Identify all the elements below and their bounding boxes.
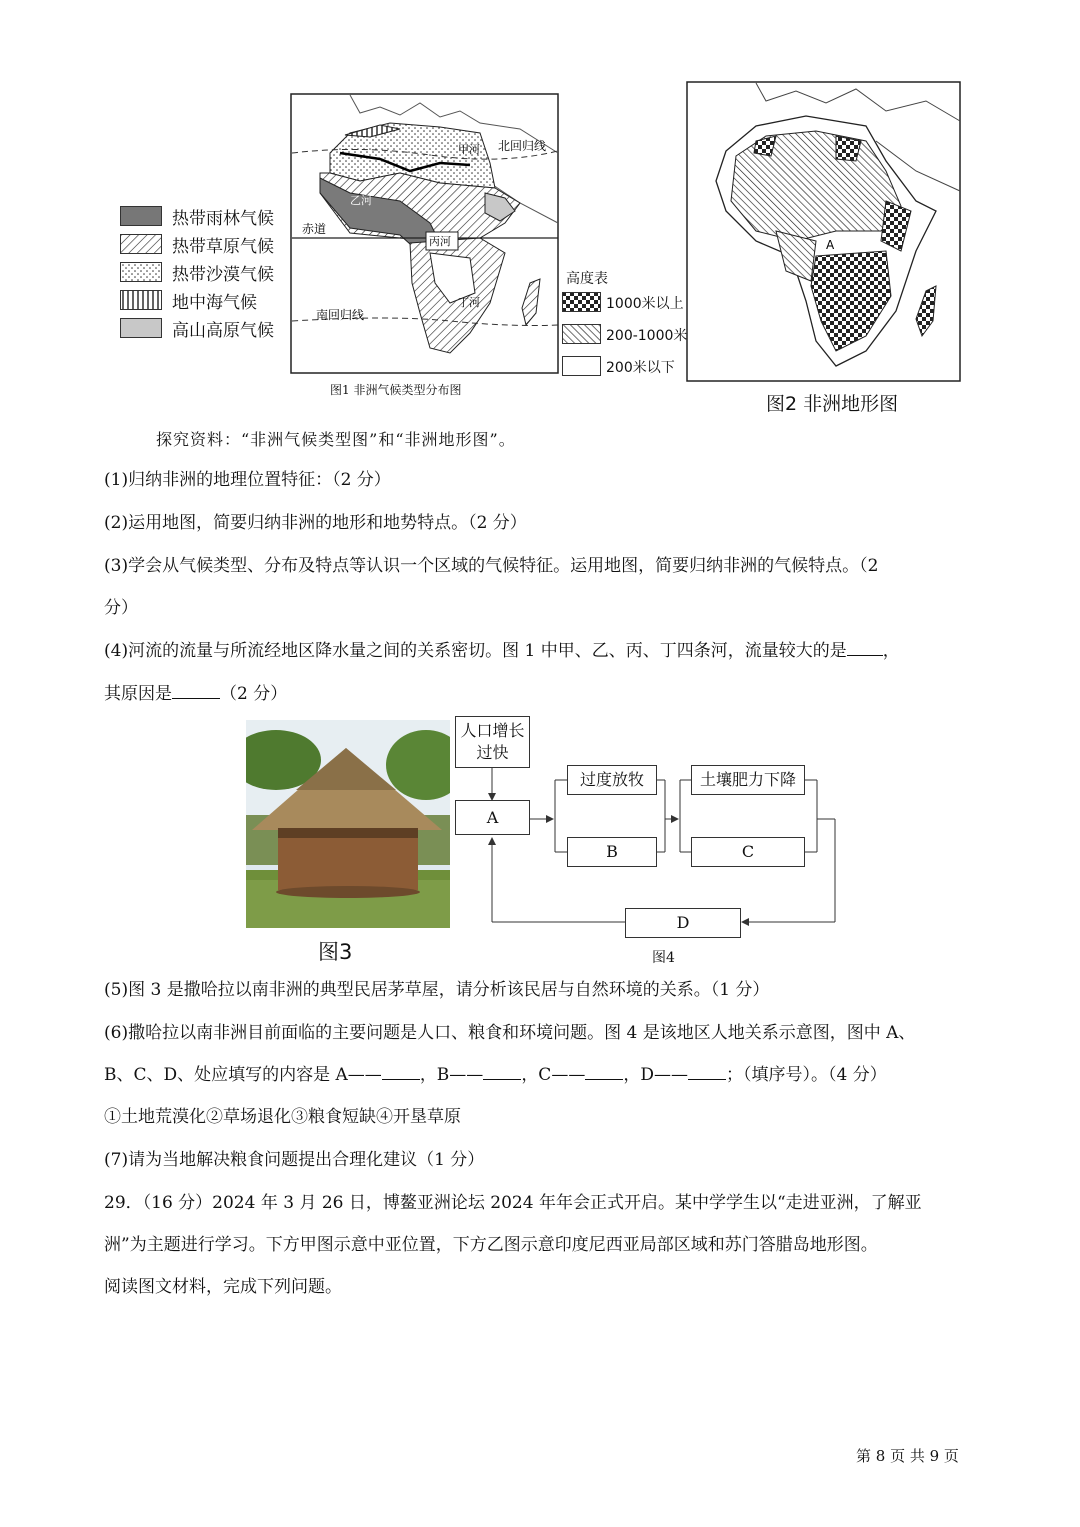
q6-text: B、C、D、处应填写的内容是 A—— [104,1065,382,1085]
africa-climate-map [290,93,560,375]
population-growth-box: 人口增长过快 [455,716,530,768]
answer-blank[interactable] [172,680,220,699]
q6-text: ，D—— [623,1065,688,1085]
question-5: (5)图 3 是撒哈拉以南非洲的典型民居茅草屋，请分析该民居与自然环境的关系。（1 分） [104,980,770,1000]
box-b[interactable]: B [567,837,657,867]
answer-blank[interactable] [847,637,883,656]
fig1-caption: 图1 非洲气候类型分布图 [330,383,462,397]
river-bing-label: 丙河 [429,235,451,248]
q4-text2: 其原因是 [104,684,172,704]
answer-blank-b[interactable] [483,1061,521,1080]
overgrazing-box: 过度放牧 [567,765,657,795]
question-29-line3: 阅读图文材料，完成下列问题。 [104,1277,342,1297]
question-4-line2 [104,680,287,708]
question-2: (2)运用地图，简要归纳非洲的地形和地势特点。（2 分） [104,513,527,533]
box-d[interactable]: D [625,908,741,938]
south-tropic-label: 南回归线 [316,308,365,322]
box-c[interactable]: C [691,837,805,867]
material-line: 探究资料：“非洲气候类型图”和“非洲地形图”。 [156,430,516,449]
height-low-swatch [562,356,602,376]
africa-terrain-map [686,81,962,383]
river-yi-label: 乙河 [350,194,372,207]
desert-swatch [120,262,162,282]
question-29-line1: 29．（16 分）2024 年 3 月 26 日，博鳌亚洲论坛 2024 年年会正式开启。某中学学生以“走进亚洲，了解亚 [104,1193,922,1213]
answer-blank-a[interactable] [382,1061,420,1080]
highland-swatch [120,318,162,338]
q6-text: ，B—— [419,1065,484,1085]
terrain-label-a: A [826,238,835,252]
legend-label: 地中海气候 [172,293,257,313]
answer-blank-d[interactable] [688,1061,726,1080]
legend-label: 热带草原气候 [172,237,274,257]
q6-text: ；（填序号）。（4 分） [725,1065,887,1085]
thatched-hut-photo [246,720,450,928]
fig3-caption: 图3 [318,940,353,964]
question-6-options: ①土地荒漠化②草场退化③粮食短缺④开垦草原 [104,1107,461,1127]
question-4-line1 [104,637,900,665]
soil-fertility-box: 土壤肥力下降 [691,765,805,795]
question-3-line1: (3)学会从气候类型、分布及特点等认识一个区域的气候特征。运用地图，简要归纳非洲的气候特点。（2 [104,556,879,576]
savanna-swatch [120,234,162,254]
equator-label: 赤道 [302,222,327,236]
legend-label: 热带雨林气候 [172,209,274,229]
north-tropic-label: 北回归线 [498,139,547,153]
river-jia-label: 甲河 [458,143,480,156]
river-ding-label: 丁河 [458,296,480,309]
question-3-line2: 分） [104,598,138,618]
height-legend-title: 高度表 [566,271,608,287]
box-a[interactable]: A [455,800,530,835]
height-low-label: 200米以下 [606,360,675,376]
legend-label: 高山高原气候 [172,321,274,341]
height-high-label: 1000米以上 [606,296,684,312]
height-mid-swatch [562,324,602,344]
question-6-line2 [104,1061,887,1089]
rainforest-swatch [120,206,162,226]
legend-label: 热带沙漠气候 [172,265,274,285]
height-mid-label: 200-1000米 [606,328,688,344]
question-7: (7)请为当地解决粮食问题提出合理化建议（1 分） [104,1150,485,1170]
answer-blank-c[interactable] [585,1061,623,1080]
q4-score: （2 分） [220,684,288,704]
page-number: 第 8 页 共 9 页 [856,1447,959,1465]
question-29-line2: 洲”为主题进行学习。下方甲图示意中亚位置，下方乙图示意印度尼西亚局部区域和苏门答腊岛地形图。 [104,1235,878,1255]
q6-text: ，C—— [521,1065,586,1085]
mediterranean-swatch [120,290,162,310]
question-1: (1)归纳非洲的地理位置特征：（2 分） [104,470,391,490]
fig4-caption: 图4 [652,950,675,966]
q4-punct: ， [882,641,900,661]
q4-text: (4)河流的流量与所流经地区降水量之间的关系密切。图 1 中甲、乙、丙、丁四条河，流量较大的是 [104,641,847,661]
height-high-swatch [562,292,602,312]
question-6-line1: (6)撒哈拉以南非洲目前面临的主要问题是人口、粮食和环境问题。图 4 是该地区人地关系示意图，图中 A、 [104,1023,916,1043]
fig2-caption: 图2 非洲地形图 [766,393,899,415]
